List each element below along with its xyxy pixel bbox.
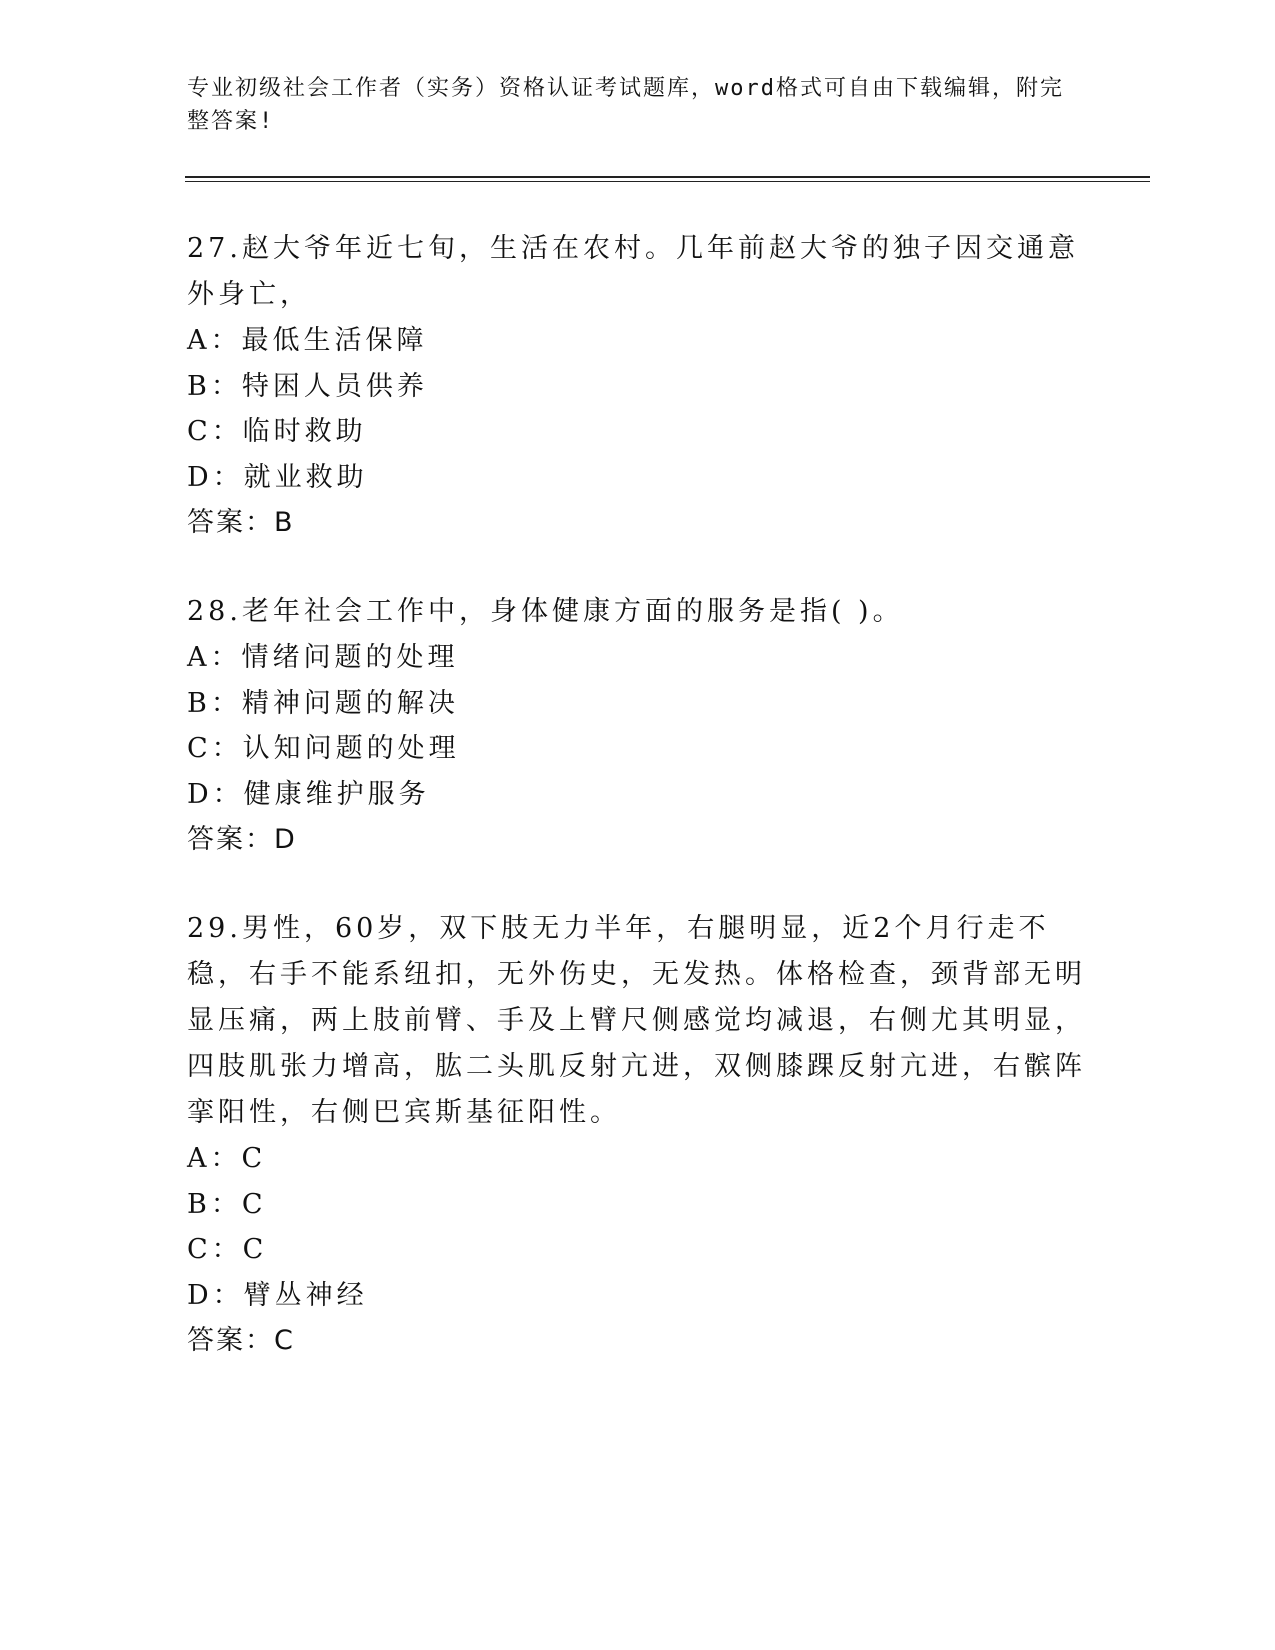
answer-line: 答案：D <box>187 824 297 855</box>
question-stem: 27.赵大爷年近七旬，生活在农村。几年前赵大爷的独子因交通意外身亡， <box>187 233 1079 310</box>
answer-line: 答案：C <box>187 1325 295 1356</box>
option-c: C：认知问题的处理 <box>187 733 460 764</box>
option-d: D：臂丛神经 <box>187 1279 368 1311</box>
option-c: C：C <box>187 1234 268 1265</box>
answer-line: 答案：B <box>187 507 295 538</box>
option-b: B：特困人员供养 <box>187 370 428 402</box>
question-29 <box>187 906 1087 1364</box>
option-a: A：最低生活保障 <box>187 325 428 356</box>
question-stem: 29.男性，60岁，双下肢无力半年，右腿明显，近2个月行走不稳，右手不能系纽扣，无外伤史，无发热。体格检查，颈背部无明显压痛，两上肢前臂、手及上臂尺侧感觉均减退，右侧尤其明显，四肢肌张力增高，肱二头肌反射亢进，双侧膝踝反射亢进，右髌阵挛阳性，右侧巴宾斯基征阳性。 <box>187 913 1086 1128</box>
question-28 <box>187 589 1087 863</box>
header-divider-thick <box>185 176 1150 178</box>
question-stem: 28.老年社会工作中，身体健康方面的服务是指( )。 <box>187 596 904 627</box>
question-27 <box>187 226 1087 546</box>
option-d: D：健康维护服务 <box>187 778 430 810</box>
header-divider-thin <box>185 181 1150 182</box>
option-c: C：临时救助 <box>187 416 367 447</box>
option-d: D：就业救助 <box>187 461 368 493</box>
option-b: B：C <box>187 1188 267 1220</box>
document-header: 专业初级社会工作者（实务）资格认证考试题库，word格式可自由下载编辑，附完整答案! <box>187 76 1064 134</box>
option-b: B：精神问题的解决 <box>187 687 459 719</box>
option-a: A：情绪问题的处理 <box>187 642 459 673</box>
option-a: A：C <box>187 1143 267 1174</box>
